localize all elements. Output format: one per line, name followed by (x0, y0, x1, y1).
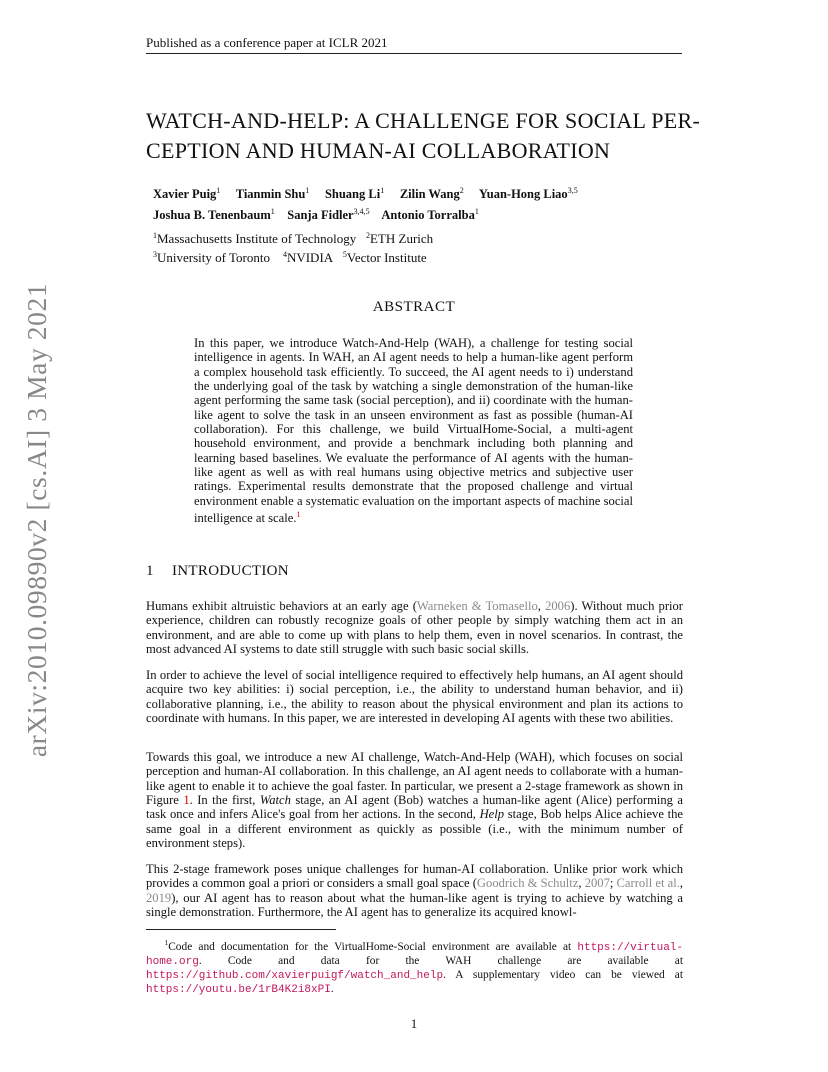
section-heading (146, 563, 289, 580)
affiliation-line-1: $^1$Massachusetts Institute of Technology $^2$ETH Zurich (153, 231, 434, 246)
url-link[interactable]: https://github.com/xavierpuigf/watch_and_help (146, 970, 444, 982)
author: Shuang Li$^1$ (324, 186, 385, 201)
url-link[interactable]: https://youtu.be/1rB4K2i8xPI (146, 984, 331, 996)
author: Joshua B. Tenenbaum$^1$ (153, 207, 275, 222)
title-line-2: CEPTION AND HUMAN-AI COLLABORATION (146, 138, 611, 163)
url-link[interactable]: https://virtual-home.org (146, 942, 683, 968)
abstract-heading: ABSTRACT (372, 299, 456, 315)
citation-link[interactable]: Warneken & Tomasello (416, 599, 538, 613)
author: Yuan-Hong Liao$^{3,5}$ (478, 186, 578, 201)
header-rule (146, 53, 682, 54)
author: Tianmin Shu$^1$ (235, 186, 310, 201)
author: Xavier Puig$^1$ (153, 186, 221, 201)
intro-paragraph-3: Towards this goal, we introduce a new AI challenge, Watch-And-Help (WAH), which focuses on social perception and human-AI collaboration. In this challenge, an AI agent needs to collaborate with a human-like agent to enable it to achieve the goal faster. In particular, we present a 2-stage framework as shown in Figure 1. In the first, Watch stage, an AI agent (Bob) watches a human-like agent (Alice) performing a task once and infers Alice's goal from her actions. In the second, Help stage, Bob helps Alice achieve the same goal in a different environment as quickly as possible (i.e., with the minimum number of environment steps). (146, 750, 684, 851)
footnote-rule (146, 929, 336, 930)
section-number: 1 (146, 563, 154, 579)
author: Zilin Wang$^2$ (399, 186, 464, 201)
author-line-2 (153, 203, 713, 224)
running-header: Published as a conference paper at ICLR 2021 (146, 35, 388, 50)
arxiv-stamp: arXiv:2010.09890v2 [cs.AI] 3 May 2021 (21, 282, 52, 758)
citation-year-link[interactable]: 2019 (146, 890, 172, 905)
citation-link[interactable]: Goodrich & Schultz (476, 876, 579, 891)
citation-year-link[interactable]: 2006 (545, 599, 571, 613)
page-number: 1 (410, 1016, 418, 1031)
intro-paragraph-2: In order to achieve the level of social intelligence required to effectively help humans, an AI agent should acquire two key abilities: i) social perception, i.e., the ability to understand human behavior, and ii) collaborative planning, i.e., the ability to reason about the physical environment and plan its actions to coordinate with humans. In this paper, we are interested in developing AI agents with these two abilities. (146, 668, 683, 726)
author-line-1 (153, 182, 713, 203)
paper-title (146, 106, 706, 166)
footnote: $^1$Code and documentation for the VirtualHome-Social environment are available at https://virtual-home.org. Code and data for the WAH challenge are available at https://github.com/xavierpuigf/watch_and_help. A supplementary video can be viewed at https://youtu.be/1rB4K2i8xPI. (146, 938, 683, 996)
intro-paragraph-4: This 2-stage framework poses unique challenges for human-AI collaboration. Unlike prior work which provides a common goal a priori or considers a small goal space (Goodrich & Schultz, 2007; Carroll et al., 2019), our AI agent has to reason about what the human-like agent is trying to achieve by watching a single demonstration. Furthermore, the AI agent has to generalize its acquired knowl- (146, 862, 683, 920)
citation-link[interactable]: Carroll et al. (616, 876, 680, 891)
abstract-body: In this paper, we introduce Watch-And-Help (WAH), a challenge for testing social intelligence in agents. In WAH, an AI agent needs to help a human-like agent perform a complex household task efficiently. To succeed, the AI agent needs to i) understand the underlying goal of the task by watching a single demonstration of the human-like agent performing the same task (social perception), and ii) coordinate with the human-like agent to solve the task in an unseen environment as fast as possible (human-AI collaboration). For this challenge, we build VirtualHome-Social, a multi-agent household environment, and provide a benchmark including both planning and learning based baselines. We evaluate the performance of AI agents with the human-like agent as well as with real humans using objective metrics and subjective user ratings. Experimental results demonstrate that the proposed challenge and virtual environment enable a systematic evaluation on the important aspects of machine social intelligence at scale.$^1$ (194, 336, 633, 526)
intro-paragraph-1: Humans exhibit altruistic behaviors at an early age (Warneken & Tomasello, 2006). Without much prior experience, children can robustly recognize goals of other people by simply watching them act in an environment, and are able to come up with plans to help them, even in novel scenarios. In contrast, the most advanced AI systems to date still struggle with such basic social skills. (146, 599, 684, 657)
footnote-ref[interactable]: 1 (296, 510, 301, 520)
figure-ref-link[interactable]: 1 (183, 793, 190, 808)
author: Sanja Fidler$^{3,4,5}$ (287, 207, 370, 222)
affiliations (153, 228, 713, 266)
affiliation-line-2: $^3$University of Toronto $^4$NVIDIA $^5$Vector Institute (153, 250, 427, 265)
title-line-1: WATCH-AND-HELP: A CHALLENGE FOR SOCIAL PER- (146, 108, 701, 133)
citation-year-link[interactable]: 2007 (584, 876, 610, 891)
author: Antonio Torralba$^1$ (381, 207, 479, 222)
section-title: INTRODUCTION (172, 563, 289, 579)
author-list (153, 182, 713, 224)
